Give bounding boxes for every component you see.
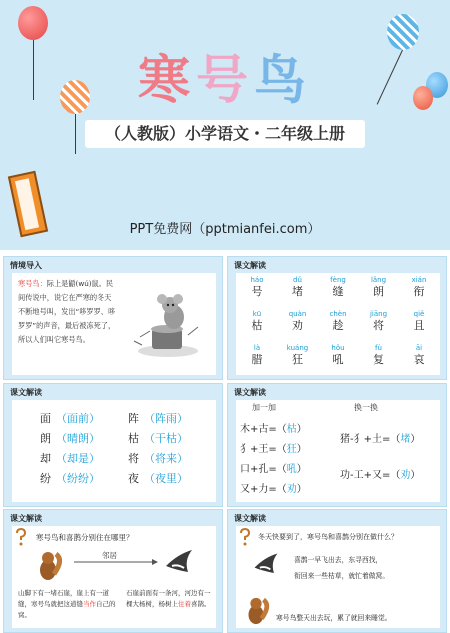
panel-word-building — [3, 383, 223, 507]
word-answer: （却是） — [56, 452, 100, 465]
pinyin-cell: āi 哀 — [413, 344, 425, 366]
char: 朗 — [40, 432, 51, 445]
pinyin-cell: quàn 劝 — [288, 310, 307, 332]
question-mark-icon — [14, 528, 28, 546]
char: 纷 — [40, 472, 51, 485]
panel-body — [12, 526, 216, 628]
river-text: 石崖前面有一条河，河边有一棵大杨树，杨树上住着喜鹊。 — [126, 589, 211, 608]
pinyin-cell: fèng 缝 — [330, 276, 346, 298]
magpie-icon — [250, 550, 282, 580]
pinyin-cell: kuáng 狂 — [286, 344, 309, 366]
pinyin-cell: xián 衔 — [411, 276, 427, 298]
swap-heading: 换一换 — [354, 403, 378, 412]
panel-header: 课文解读 — [234, 261, 266, 270]
add-heading: 加一加 — [252, 403, 276, 412]
neighbor-label: 邻居 — [102, 551, 117, 560]
pinyin-row — [240, 307, 436, 341]
pinyin-grid — [240, 273, 436, 375]
panel-header: 课文解读 — [10, 514, 42, 523]
flying-squirrel-illustration — [130, 287, 204, 361]
subtitle: （人教版）小学语文・二年级上册 — [85, 120, 365, 148]
intro-text — [18, 277, 118, 347]
pinyin-cell: dǔ 堵 — [292, 276, 303, 298]
question-mark-icon — [238, 528, 252, 546]
pinyin-cell: fù 复 — [373, 344, 384, 366]
panel-header: 情境导入 — [10, 261, 42, 270]
word-answer: （干枯） — [144, 432, 188, 445]
pinyin-cell: háo 号 — [250, 276, 264, 298]
panel-header: 课文解读 — [234, 388, 266, 397]
panel-body — [236, 273, 440, 375]
word-answer: （晴朗） — [56, 432, 100, 445]
panel-body — [12, 400, 216, 502]
panel-header: 课文解读 — [234, 514, 266, 523]
panel-pinyin — [227, 256, 447, 380]
char: 将 — [128, 452, 139, 465]
char: 夜 — [128, 472, 139, 485]
word-answer: （面前） — [56, 412, 100, 425]
panel-body — [12, 273, 216, 375]
word-answer: （阵雨） — [144, 412, 188, 425]
char: 阵 — [128, 412, 139, 425]
balloon-string — [75, 114, 76, 154]
panel-winter-activities — [227, 509, 447, 633]
question-text: 寒号鸟和喜鹊分别住在哪里？ — [36, 533, 134, 542]
panel-character-formation — [227, 383, 447, 507]
bird-name: 寒号鸟： — [18, 279, 47, 288]
word-answer: （夜里） — [144, 472, 188, 485]
pinyin-cell: chèn 趁 — [329, 310, 347, 332]
red-balloon-icon — [18, 6, 48, 40]
squirrel-icon — [242, 596, 270, 626]
magpie-icon — [162, 546, 196, 580]
cliff-text: 山脚下有一堵石崖，崖上有一道缝，寒号鸟就把这道缝当作自己的窝。 — [18, 589, 116, 619]
pinyin-cell: jiāng 将 — [369, 310, 388, 332]
pinyin-cell: lǎng 朗 — [370, 276, 387, 298]
pinyin-row — [240, 341, 436, 375]
page-title: 寒号鸟 — [137, 51, 313, 111]
pinyin-cell: là 腊 — [251, 344, 263, 366]
panel-context-intro — [3, 256, 223, 380]
word-answer: （纷纷） — [56, 472, 100, 485]
panel-habitats — [3, 509, 223, 633]
cover-slide — [0, 0, 450, 250]
arrow-icon — [72, 559, 158, 565]
question-text: 冬天快要到了，寒号鸟和喜鹊分别在做什么？ — [258, 533, 398, 541]
pinyin-cell: hǒu 吼 — [331, 344, 345, 366]
panel-body — [236, 526, 440, 628]
char: 枯 — [128, 432, 139, 445]
magpie-line-2: 衔回来一些枯草，就忙着做窝。 — [294, 572, 390, 580]
pinyin-row — [240, 273, 436, 307]
char: 面 — [40, 412, 51, 425]
panel-header: 课文解读 — [10, 388, 42, 397]
magpie-line-1: 喜鹊一早飞出去，东寻西找， — [294, 556, 383, 564]
char: 却 — [40, 452, 51, 465]
squirrel-icon — [34, 550, 62, 582]
word-answer: （将来） — [144, 452, 188, 465]
panel-body: 加一加 换一换 木+古=（枯） 犭+王=（狂） 口+孔=（吼） 又+力=（劝） 猪-犭+土=（堵） 功-工+又=（劝） — [236, 400, 440, 502]
intro-description: 际上是鼯(wú)鼠。民间传说中，说它在严寒的冬天不断地号叫，发出“哆罗罗、哆罗罗”的声音，最后被冻死了，所以人们叫它寒号鸟。 — [18, 279, 116, 344]
pinyin-cell: kū 枯 — [251, 310, 263, 332]
credit-text: PPT免费网（pptmianfei.com） — [129, 222, 321, 237]
pinyin-cell: qiě 且 — [413, 310, 425, 332]
bird-line: 寒号鸟整天出去玩，累了就回来睡觉。 — [276, 614, 392, 622]
